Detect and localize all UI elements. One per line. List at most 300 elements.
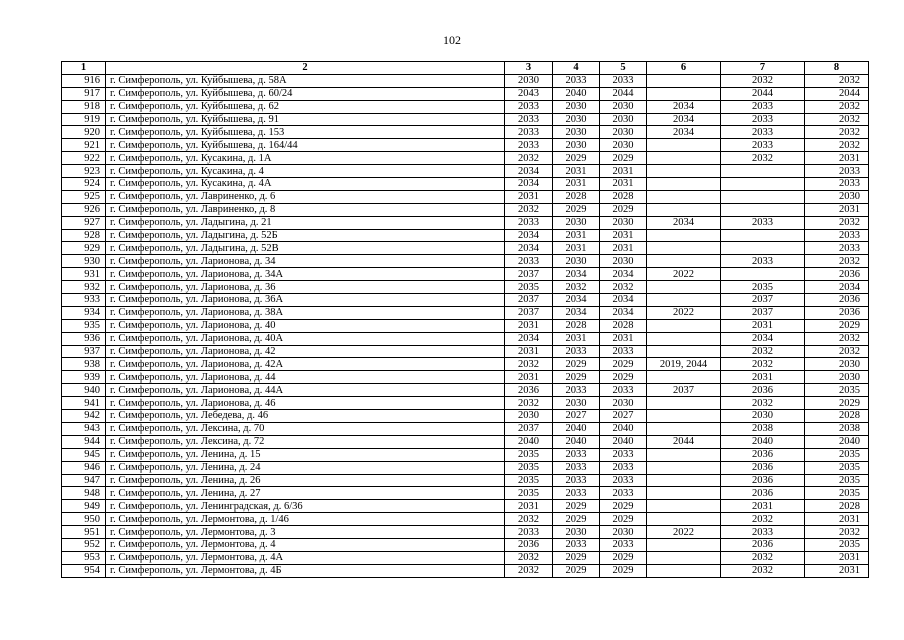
address-cell: г. Симферополь, ул. Лебедева, д. 46 bbox=[106, 410, 505, 423]
row-number-cell: 918 bbox=[62, 100, 106, 113]
col6-cell bbox=[647, 551, 721, 564]
col6-cell: 2037 bbox=[647, 384, 721, 397]
col5-cell: 2029 bbox=[600, 564, 647, 577]
address-cell: г. Симферополь, ул. Ларионова, д. 42 bbox=[106, 345, 505, 358]
table-row bbox=[62, 461, 869, 474]
col7-cell bbox=[721, 165, 805, 178]
col8-cell: 2028 bbox=[805, 410, 869, 423]
row-number-cell: 927 bbox=[62, 216, 106, 229]
col4-cell: 2033 bbox=[553, 448, 600, 461]
row-number-cell: 940 bbox=[62, 384, 106, 397]
col3-cell: 2032 bbox=[505, 203, 553, 216]
col3-cell: 2035 bbox=[505, 448, 553, 461]
col3-cell: 2033 bbox=[505, 139, 553, 152]
row-number-cell: 935 bbox=[62, 319, 106, 332]
col4-cell: 2040 bbox=[553, 435, 600, 448]
col5-cell: 2033 bbox=[600, 448, 647, 461]
row-number-cell: 942 bbox=[62, 410, 106, 423]
col7-cell: 2033 bbox=[721, 526, 805, 539]
row-number-cell: 954 bbox=[62, 564, 106, 577]
col6-cell: 2034 bbox=[647, 100, 721, 113]
col5-cell: 2030 bbox=[600, 216, 647, 229]
col6-cell bbox=[647, 190, 721, 203]
col4-cell: 2030 bbox=[553, 139, 600, 152]
col8-cell: 2033 bbox=[805, 229, 869, 242]
header-cell: 8 bbox=[805, 62, 869, 75]
table-row bbox=[62, 410, 869, 423]
col8-cell: 2033 bbox=[805, 242, 869, 255]
row-number-cell: 922 bbox=[62, 152, 106, 165]
col8-cell: 2029 bbox=[805, 397, 869, 410]
address-cell: г. Симферополь, ул. Лермонтова, д. 4Б bbox=[106, 564, 505, 577]
col8-cell: 2038 bbox=[805, 422, 869, 435]
col8-cell: 2031 bbox=[805, 203, 869, 216]
address-cell: г. Симферополь, ул. Кусакина, д. 1А bbox=[106, 152, 505, 165]
table-row bbox=[62, 319, 869, 332]
address-cell: г. Симферополь, ул. Ларионова, д. 36А bbox=[106, 294, 505, 307]
row-number-cell: 926 bbox=[62, 203, 106, 216]
col3-cell: 2032 bbox=[505, 551, 553, 564]
col8-cell: 2032 bbox=[805, 139, 869, 152]
col6-cell bbox=[647, 294, 721, 307]
row-number-cell: 917 bbox=[62, 87, 106, 100]
row-number-cell: 932 bbox=[62, 281, 106, 294]
col4-cell: 2030 bbox=[553, 397, 600, 410]
table-row bbox=[62, 203, 869, 216]
col5-cell: 2034 bbox=[600, 306, 647, 319]
col5-cell: 2031 bbox=[600, 178, 647, 191]
col8-cell: 2030 bbox=[805, 371, 869, 384]
col4-cell: 2034 bbox=[553, 306, 600, 319]
row-number-cell: 930 bbox=[62, 255, 106, 268]
col6-cell bbox=[647, 345, 721, 358]
col7-cell: 2034 bbox=[721, 332, 805, 345]
address-cell: г. Симферополь, ул. Кусакина, д. 4 bbox=[106, 165, 505, 178]
col7-cell: 2036 bbox=[721, 448, 805, 461]
col6-cell bbox=[647, 87, 721, 100]
table-row bbox=[62, 397, 869, 410]
address-cell: г. Симферополь, ул. Куйбышева, д. 153 bbox=[106, 126, 505, 139]
col8-cell: 2034 bbox=[805, 281, 869, 294]
row-number-cell: 941 bbox=[62, 397, 106, 410]
col8-cell: 2029 bbox=[805, 319, 869, 332]
row-number-cell: 949 bbox=[62, 500, 106, 513]
col7-cell: 2032 bbox=[721, 152, 805, 165]
col4-cell: 2028 bbox=[553, 190, 600, 203]
col7-cell: 2044 bbox=[721, 87, 805, 100]
col5-cell: 2028 bbox=[600, 190, 647, 203]
col8-cell: 2032 bbox=[805, 126, 869, 139]
col6-cell bbox=[647, 487, 721, 500]
col3-cell: 2037 bbox=[505, 422, 553, 435]
col4-cell: 2040 bbox=[553, 422, 600, 435]
col7-cell: 2040 bbox=[721, 435, 805, 448]
col5-cell: 2027 bbox=[600, 410, 647, 423]
col7-cell: 2036 bbox=[721, 538, 805, 551]
col6-cell bbox=[647, 410, 721, 423]
table-header-row bbox=[62, 62, 869, 75]
col7-cell: 2038 bbox=[721, 422, 805, 435]
col7-cell: 2035 bbox=[721, 281, 805, 294]
col8-cell: 2033 bbox=[805, 165, 869, 178]
col4-cell: 2033 bbox=[553, 474, 600, 487]
col3-cell: 2032 bbox=[505, 513, 553, 526]
col3-cell: 2036 bbox=[505, 538, 553, 551]
address-cell: г. Симферополь, ул. Ларионова, д. 38А bbox=[106, 306, 505, 319]
col6-cell bbox=[647, 255, 721, 268]
col5-cell: 2029 bbox=[600, 358, 647, 371]
address-cell: г. Симферополь, ул. Ленина, д. 27 bbox=[106, 487, 505, 500]
table-row bbox=[62, 100, 869, 113]
address-cell: г. Симферополь, ул. Ларионова, д. 42А bbox=[106, 358, 505, 371]
col3-cell: 2037 bbox=[505, 268, 553, 281]
col6-cell bbox=[647, 448, 721, 461]
address-cell: г. Симферополь, ул. Ларионова, д. 44 bbox=[106, 371, 505, 384]
address-cell: г. Симферополь, ул. Ларионова, д. 40А bbox=[106, 332, 505, 345]
col5-cell: 2029 bbox=[600, 551, 647, 564]
col5-cell: 2029 bbox=[600, 152, 647, 165]
col5-cell: 2030 bbox=[600, 139, 647, 152]
col4-cell: 2029 bbox=[553, 551, 600, 564]
col3-cell: 2036 bbox=[505, 384, 553, 397]
col3-cell: 2035 bbox=[505, 487, 553, 500]
col6-cell bbox=[647, 178, 721, 191]
address-cell: г. Симферополь, ул. Ларионова, д. 36 bbox=[106, 281, 505, 294]
col3-cell: 2033 bbox=[505, 526, 553, 539]
col4-cell: 2033 bbox=[553, 461, 600, 474]
col3-cell: 2037 bbox=[505, 306, 553, 319]
header-cell: 6 bbox=[647, 62, 721, 75]
col7-cell bbox=[721, 242, 805, 255]
row-number-cell: 934 bbox=[62, 306, 106, 319]
col8-cell: 2035 bbox=[805, 384, 869, 397]
col8-cell: 2031 bbox=[805, 513, 869, 526]
col8-cell: 2032 bbox=[805, 345, 869, 358]
col3-cell: 2034 bbox=[505, 242, 553, 255]
col5-cell: 2029 bbox=[600, 500, 647, 513]
col6-cell bbox=[647, 422, 721, 435]
col8-cell: 2031 bbox=[805, 551, 869, 564]
col6-cell bbox=[647, 461, 721, 474]
col6-cell bbox=[647, 474, 721, 487]
col5-cell: 2030 bbox=[600, 397, 647, 410]
col6-cell: 2022 bbox=[647, 526, 721, 539]
col3-cell: 2034 bbox=[505, 165, 553, 178]
table-row bbox=[62, 294, 869, 307]
row-number-cell: 952 bbox=[62, 538, 106, 551]
col4-cell: 2032 bbox=[553, 281, 600, 294]
row-number-cell: 944 bbox=[62, 435, 106, 448]
row-number-cell: 936 bbox=[62, 332, 106, 345]
col4-cell: 2028 bbox=[553, 319, 600, 332]
address-cell: г. Симферополь, ул. Ларионова, д. 44А bbox=[106, 384, 505, 397]
address-cell: г. Симферополь, ул. Ладыгина, д. 52Б bbox=[106, 229, 505, 242]
header-cell: 2 bbox=[106, 62, 505, 75]
col8-cell: 2032 bbox=[805, 74, 869, 87]
col7-cell: 2036 bbox=[721, 487, 805, 500]
address-cell: г. Симферополь, ул. Кусакина, д. 4А bbox=[106, 178, 505, 191]
col8-cell: 2036 bbox=[805, 306, 869, 319]
col6-cell: 2022 bbox=[647, 306, 721, 319]
col8-cell: 2040 bbox=[805, 435, 869, 448]
col5-cell: 2033 bbox=[600, 461, 647, 474]
address-cell: г. Симферополь, ул. Ларионова, д. 40 bbox=[106, 319, 505, 332]
col8-cell: 2035 bbox=[805, 474, 869, 487]
col6-cell bbox=[647, 332, 721, 345]
col4-cell: 2030 bbox=[553, 126, 600, 139]
col6-cell bbox=[647, 500, 721, 513]
row-number-cell: 945 bbox=[62, 448, 106, 461]
col7-cell: 2033 bbox=[721, 100, 805, 113]
col6-cell bbox=[647, 564, 721, 577]
row-number-cell: 950 bbox=[62, 513, 106, 526]
row-number-cell: 925 bbox=[62, 190, 106, 203]
col5-cell: 2033 bbox=[600, 384, 647, 397]
address-cell: г. Симферополь, ул. Лексина, д. 70 bbox=[106, 422, 505, 435]
col7-cell: 2032 bbox=[721, 397, 805, 410]
row-number-cell: 923 bbox=[62, 165, 106, 178]
col3-cell: 2031 bbox=[505, 345, 553, 358]
col8-cell: 2032 bbox=[805, 332, 869, 345]
address-cell: г. Симферополь, ул. Куйбышева, д. 62 bbox=[106, 100, 505, 113]
col4-cell: 2030 bbox=[553, 100, 600, 113]
row-number-cell: 939 bbox=[62, 371, 106, 384]
col7-cell bbox=[721, 229, 805, 242]
col6-cell bbox=[647, 152, 721, 165]
col3-cell: 2034 bbox=[505, 178, 553, 191]
col7-cell: 2032 bbox=[721, 345, 805, 358]
table-row bbox=[62, 74, 869, 87]
col5-cell: 2030 bbox=[600, 100, 647, 113]
col5-cell: 2030 bbox=[600, 526, 647, 539]
col8-cell: 2036 bbox=[805, 294, 869, 307]
table-row bbox=[62, 474, 869, 487]
header-cell: 1 bbox=[62, 62, 106, 75]
col8-cell: 2032 bbox=[805, 255, 869, 268]
table-row bbox=[62, 190, 869, 203]
address-cell: г. Симферополь, ул. Лермонтова, д. 4А bbox=[106, 551, 505, 564]
col7-cell bbox=[721, 190, 805, 203]
col4-cell: 2033 bbox=[553, 538, 600, 551]
col6-cell bbox=[647, 203, 721, 216]
col4-cell: 2030 bbox=[553, 526, 600, 539]
col5-cell: 2034 bbox=[600, 294, 647, 307]
table-body bbox=[62, 74, 869, 577]
col7-cell: 2031 bbox=[721, 371, 805, 384]
address-cell: г. Симферополь, ул. Ленина, д. 24 bbox=[106, 461, 505, 474]
col5-cell: 2033 bbox=[600, 487, 647, 500]
col3-cell: 2030 bbox=[505, 410, 553, 423]
table-row bbox=[62, 526, 869, 539]
address-cell: г. Симферополь, ул. Ленина, д. 26 bbox=[106, 474, 505, 487]
col4-cell: 2029 bbox=[553, 513, 600, 526]
col4-cell: 2027 bbox=[553, 410, 600, 423]
col4-cell: 2031 bbox=[553, 242, 600, 255]
table-row bbox=[62, 139, 869, 152]
col6-cell bbox=[647, 397, 721, 410]
table-row bbox=[62, 113, 869, 126]
col3-cell: 2033 bbox=[505, 255, 553, 268]
col5-cell: 2040 bbox=[600, 435, 647, 448]
col3-cell: 2034 bbox=[505, 332, 553, 345]
table-row bbox=[62, 500, 869, 513]
address-cell: г. Симферополь, ул. Лавриненко, д. 6 bbox=[106, 190, 505, 203]
col6-cell bbox=[647, 513, 721, 526]
table-row bbox=[62, 551, 869, 564]
col7-cell bbox=[721, 178, 805, 191]
col7-cell: 2032 bbox=[721, 513, 805, 526]
col3-cell: 2033 bbox=[505, 126, 553, 139]
col8-cell: 2032 bbox=[805, 100, 869, 113]
header-cell: 5 bbox=[600, 62, 647, 75]
col3-cell: 2030 bbox=[505, 74, 553, 87]
table-row bbox=[62, 255, 869, 268]
row-number-cell: 938 bbox=[62, 358, 106, 371]
table-row bbox=[62, 332, 869, 345]
col3-cell: 2035 bbox=[505, 281, 553, 294]
col5-cell: 2044 bbox=[600, 87, 647, 100]
col7-cell: 2031 bbox=[721, 500, 805, 513]
address-cell: г. Симферополь, ул. Куйбышева, д. 58А bbox=[106, 74, 505, 87]
row-number-cell: 928 bbox=[62, 229, 106, 242]
table-row bbox=[62, 487, 869, 500]
col6-cell: 2034 bbox=[647, 126, 721, 139]
col4-cell: 2030 bbox=[553, 255, 600, 268]
col8-cell: 2035 bbox=[805, 487, 869, 500]
col6-cell bbox=[647, 281, 721, 294]
col3-cell: 2034 bbox=[505, 229, 553, 242]
col5-cell: 2033 bbox=[600, 345, 647, 358]
table-row bbox=[62, 281, 869, 294]
table-row bbox=[62, 216, 869, 229]
col4-cell: 2034 bbox=[553, 294, 600, 307]
col4-cell: 2029 bbox=[553, 203, 600, 216]
col5-cell: 2033 bbox=[600, 474, 647, 487]
col4-cell: 2040 bbox=[553, 87, 600, 100]
col7-cell bbox=[721, 268, 805, 281]
row-number-cell: 921 bbox=[62, 139, 106, 152]
col7-cell: 2033 bbox=[721, 255, 805, 268]
row-number-cell: 919 bbox=[62, 113, 106, 126]
col6-cell bbox=[647, 229, 721, 242]
col8-cell: 2044 bbox=[805, 87, 869, 100]
col5-cell: 2029 bbox=[600, 371, 647, 384]
col5-cell: 2030 bbox=[600, 126, 647, 139]
header-cell: 3 bbox=[505, 62, 553, 75]
col3-cell: 2032 bbox=[505, 358, 553, 371]
col8-cell: 2028 bbox=[805, 500, 869, 513]
col6-cell: 2022 bbox=[647, 268, 721, 281]
col6-cell bbox=[647, 139, 721, 152]
col8-cell: 2031 bbox=[805, 564, 869, 577]
table-row bbox=[62, 268, 869, 281]
col7-cell: 2032 bbox=[721, 74, 805, 87]
col3-cell: 2032 bbox=[505, 397, 553, 410]
table-row bbox=[62, 152, 869, 165]
row-number-cell: 946 bbox=[62, 461, 106, 474]
col5-cell: 2031 bbox=[600, 229, 647, 242]
col6-cell bbox=[647, 74, 721, 87]
address-cell: г. Симферополь, ул. Куйбышева, д. 91 bbox=[106, 113, 505, 126]
col7-cell: 2036 bbox=[721, 384, 805, 397]
col3-cell: 2040 bbox=[505, 435, 553, 448]
table-row bbox=[62, 564, 869, 577]
col7-cell: 2032 bbox=[721, 551, 805, 564]
col4-cell: 2033 bbox=[553, 345, 600, 358]
col4-cell: 2033 bbox=[553, 74, 600, 87]
address-cell: г. Симферополь, ул. Ленина, д. 15 bbox=[106, 448, 505, 461]
col8-cell: 2032 bbox=[805, 113, 869, 126]
col8-cell: 2032 bbox=[805, 526, 869, 539]
row-number-cell: 924 bbox=[62, 178, 106, 191]
table-row bbox=[62, 126, 869, 139]
address-cell: г. Симферополь, ул. Лермонтова, д. 4 bbox=[106, 538, 505, 551]
table-row bbox=[62, 229, 869, 242]
address-cell: г. Симферополь, ул. Лексина, д. 72 bbox=[106, 435, 505, 448]
col7-cell: 2031 bbox=[721, 319, 805, 332]
col4-cell: 2029 bbox=[553, 358, 600, 371]
address-cell: г. Симферополь, ул. Куйбышева, д. 60/24 bbox=[106, 87, 505, 100]
col6-cell bbox=[647, 165, 721, 178]
address-cell: г. Симферополь, ул. Ларионова, д. 34 bbox=[106, 255, 505, 268]
col5-cell: 2028 bbox=[600, 319, 647, 332]
table-row bbox=[62, 345, 869, 358]
col3-cell: 2031 bbox=[505, 500, 553, 513]
address-cell: г. Симферополь, ул. Ладыгина, д. 52В bbox=[106, 242, 505, 255]
col3-cell: 2031 bbox=[505, 319, 553, 332]
col3-cell: 2033 bbox=[505, 100, 553, 113]
col6-cell bbox=[647, 319, 721, 332]
col7-cell: 2033 bbox=[721, 139, 805, 152]
col4-cell: 2029 bbox=[553, 152, 600, 165]
address-cell: г. Симферополь, ул. Лермонтова, д. 1/46 bbox=[106, 513, 505, 526]
table-row bbox=[62, 165, 869, 178]
table-row bbox=[62, 306, 869, 319]
col4-cell: 2031 bbox=[553, 178, 600, 191]
address-cell: г. Симферополь, ул. Лавриненко, д. 8 bbox=[106, 203, 505, 216]
col5-cell: 2031 bbox=[600, 332, 647, 345]
col4-cell: 2029 bbox=[553, 564, 600, 577]
col8-cell: 2030 bbox=[805, 190, 869, 203]
col3-cell: 2032 bbox=[505, 152, 553, 165]
table-row bbox=[62, 538, 869, 551]
col3-cell: 2035 bbox=[505, 474, 553, 487]
col8-cell: 2032 bbox=[805, 216, 869, 229]
row-number-cell: 933 bbox=[62, 294, 106, 307]
col3-cell: 2037 bbox=[505, 294, 553, 307]
row-number-cell: 948 bbox=[62, 487, 106, 500]
col5-cell: 2031 bbox=[600, 165, 647, 178]
col8-cell: 2033 bbox=[805, 178, 869, 191]
row-number-cell: 916 bbox=[62, 74, 106, 87]
col3-cell: 2035 bbox=[505, 461, 553, 474]
col8-cell: 2036 bbox=[805, 268, 869, 281]
col7-cell: 2036 bbox=[721, 461, 805, 474]
col3-cell: 2031 bbox=[505, 190, 553, 203]
row-number-cell: 943 bbox=[62, 422, 106, 435]
col7-cell: 2037 bbox=[721, 294, 805, 307]
col3-cell: 2033 bbox=[505, 113, 553, 126]
address-cell: г. Симферополь, ул. Лермонтова, д. 3 bbox=[106, 526, 505, 539]
col7-cell: 2037 bbox=[721, 306, 805, 319]
row-number-cell: 920 bbox=[62, 126, 106, 139]
table-row bbox=[62, 422, 869, 435]
table-row bbox=[62, 178, 869, 191]
col5-cell: 2033 bbox=[600, 74, 647, 87]
table-row bbox=[62, 435, 869, 448]
col7-cell bbox=[721, 203, 805, 216]
col5-cell: 2032 bbox=[600, 281, 647, 294]
